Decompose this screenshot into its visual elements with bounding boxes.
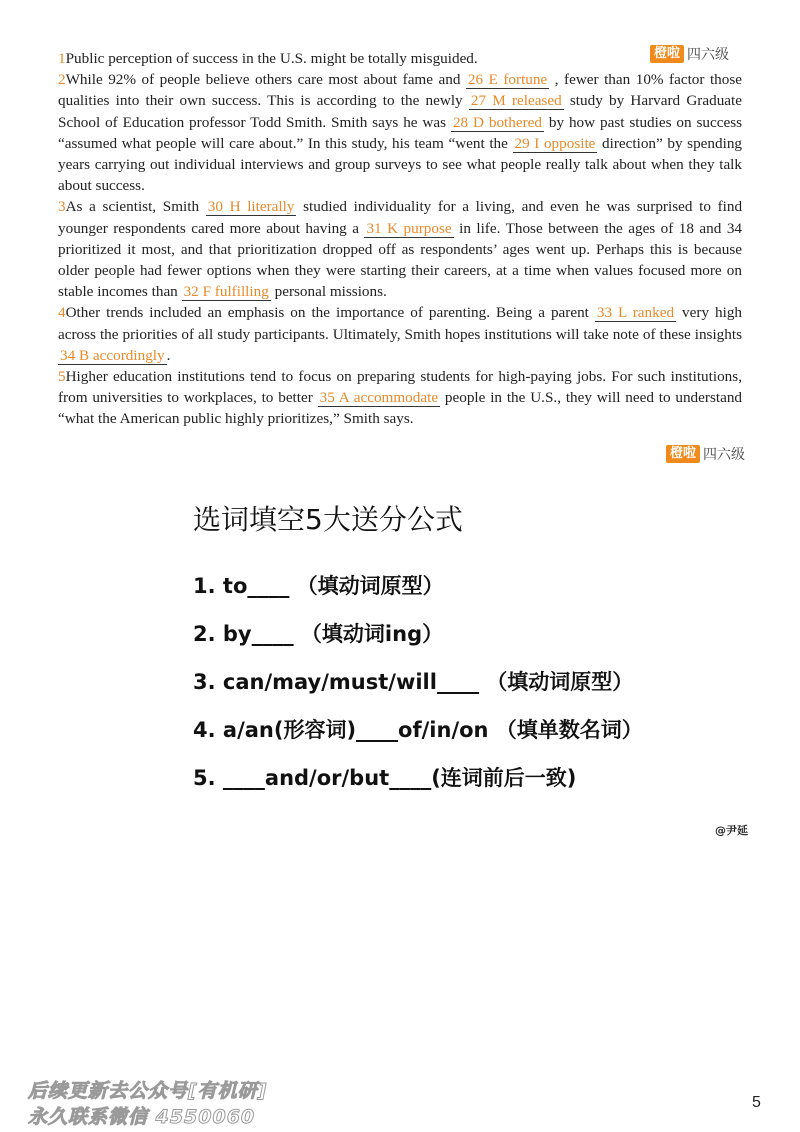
passage-text: Public perception of success in the U.S. might be totally misguided. xyxy=(65,50,478,67)
passage-text: study by Harvard Graduate School of Education professor Todd Smith. Smith says he was xyxy=(58,92,742,131)
paragraph-number: 1 xyxy=(58,50,66,67)
passage-text: direction” by spending years carrying out individual interviews and group surveys to see what people really talk about when they talk about success. xyxy=(58,134,743,195)
paragraph-number: 4 xyxy=(58,304,66,322)
answer-blank: 33 L ranked xyxy=(596,304,675,322)
brand-logo: 橙啦 xyxy=(666,445,700,463)
answer-blank: 34 B accordingly xyxy=(60,346,165,364)
answer-blank: 30 H literally xyxy=(207,198,295,216)
paragraph-number: 5 xyxy=(58,368,66,386)
answer-blank: 29 I opposite xyxy=(514,134,596,152)
answer-blank: 28 D bothered xyxy=(452,113,542,131)
passage-text: in life. Those between the ages of 18 and 34 prioritized it most, and that prioritization dropped off as respondents’ ages went up. Perhaps this is because older people had fewer options when they were starting their careers, at a time when values focused more on stable incomes than xyxy=(58,219,743,301)
brand-label: 四六级 xyxy=(687,47,730,63)
passage-text: very high across the priorities of all study participants. Ultimately, Smith hopes institutions will take note of these insights xyxy=(58,304,743,343)
passage-text: . xyxy=(166,346,171,364)
author-credit: @尹延 xyxy=(715,824,748,837)
answer-blank: 35 A accommodate xyxy=(319,389,439,407)
rule-item: 5. ____and/or/but____(连词前后一致) xyxy=(193,766,577,790)
paragraph-number: 3 xyxy=(58,198,66,216)
rule-item: 2. by____ （填动词ing） xyxy=(193,622,444,646)
paragraph-2 xyxy=(58,69,742,196)
answer-blank: 27 M released xyxy=(470,92,562,110)
formula-title: 选词填空5大送分公式 xyxy=(193,503,463,536)
paragraph-5 xyxy=(58,366,742,430)
paragraph-1 xyxy=(58,48,742,69)
answer-blank: 31 K purpose xyxy=(366,219,452,237)
paragraph-number: 2 xyxy=(58,71,66,89)
brand-badge xyxy=(666,444,745,464)
passage-text: by how past studies on success “assumed what people will care about.” In this study, his team “went the xyxy=(58,113,743,152)
passage-text: personal missions. xyxy=(274,283,387,301)
passage-text: As a scientist, Smith xyxy=(65,198,200,216)
passage-text: Higher education institutions tend to focus on preparing students for high-paying jobs. For such institutions, from universities to workplaces, to better xyxy=(58,368,742,407)
brand-label: 四六级 xyxy=(703,447,746,463)
passage-text: , fewer than 10% factor those qualities into their own success. This is according to the newly xyxy=(58,71,743,110)
passage-text: Other trends included an emphasis on the importance of parenting. Being a parent xyxy=(65,304,589,322)
passage-text: studied individuality for a living, and even he was surprised to find younger respondents cared more about having a xyxy=(58,198,743,237)
passage-text: people in the U.S., they will need to understand “what the American public highly prioritizes,” Smith says. xyxy=(58,389,743,428)
rule-item: 3. can/may/must/will____ （填动词原型） xyxy=(193,670,634,694)
paragraph-4 xyxy=(58,302,742,366)
watermark-line: 后续更新去公众号[有机研] xyxy=(28,1080,268,1102)
page-number: 5 xyxy=(752,1094,761,1111)
answer-blank: 26 E fortune xyxy=(467,71,548,89)
answer-blank: 32 F fulfilling xyxy=(183,283,269,301)
passage-text: While 92% of people believe others care most about fame and xyxy=(65,71,461,89)
rule-item: 4. a/an(形容词)____of/in/on （填单数名词） xyxy=(193,718,643,742)
brand-logo: 橙啦 xyxy=(650,45,684,63)
paragraph-3 xyxy=(58,196,742,302)
watermark-line: 永久联系微信 4550060 xyxy=(28,1106,256,1128)
reading-passage xyxy=(58,48,742,430)
rule-item: 1. to____ （填动词原型） xyxy=(193,574,444,598)
formula-rules xyxy=(193,568,643,808)
